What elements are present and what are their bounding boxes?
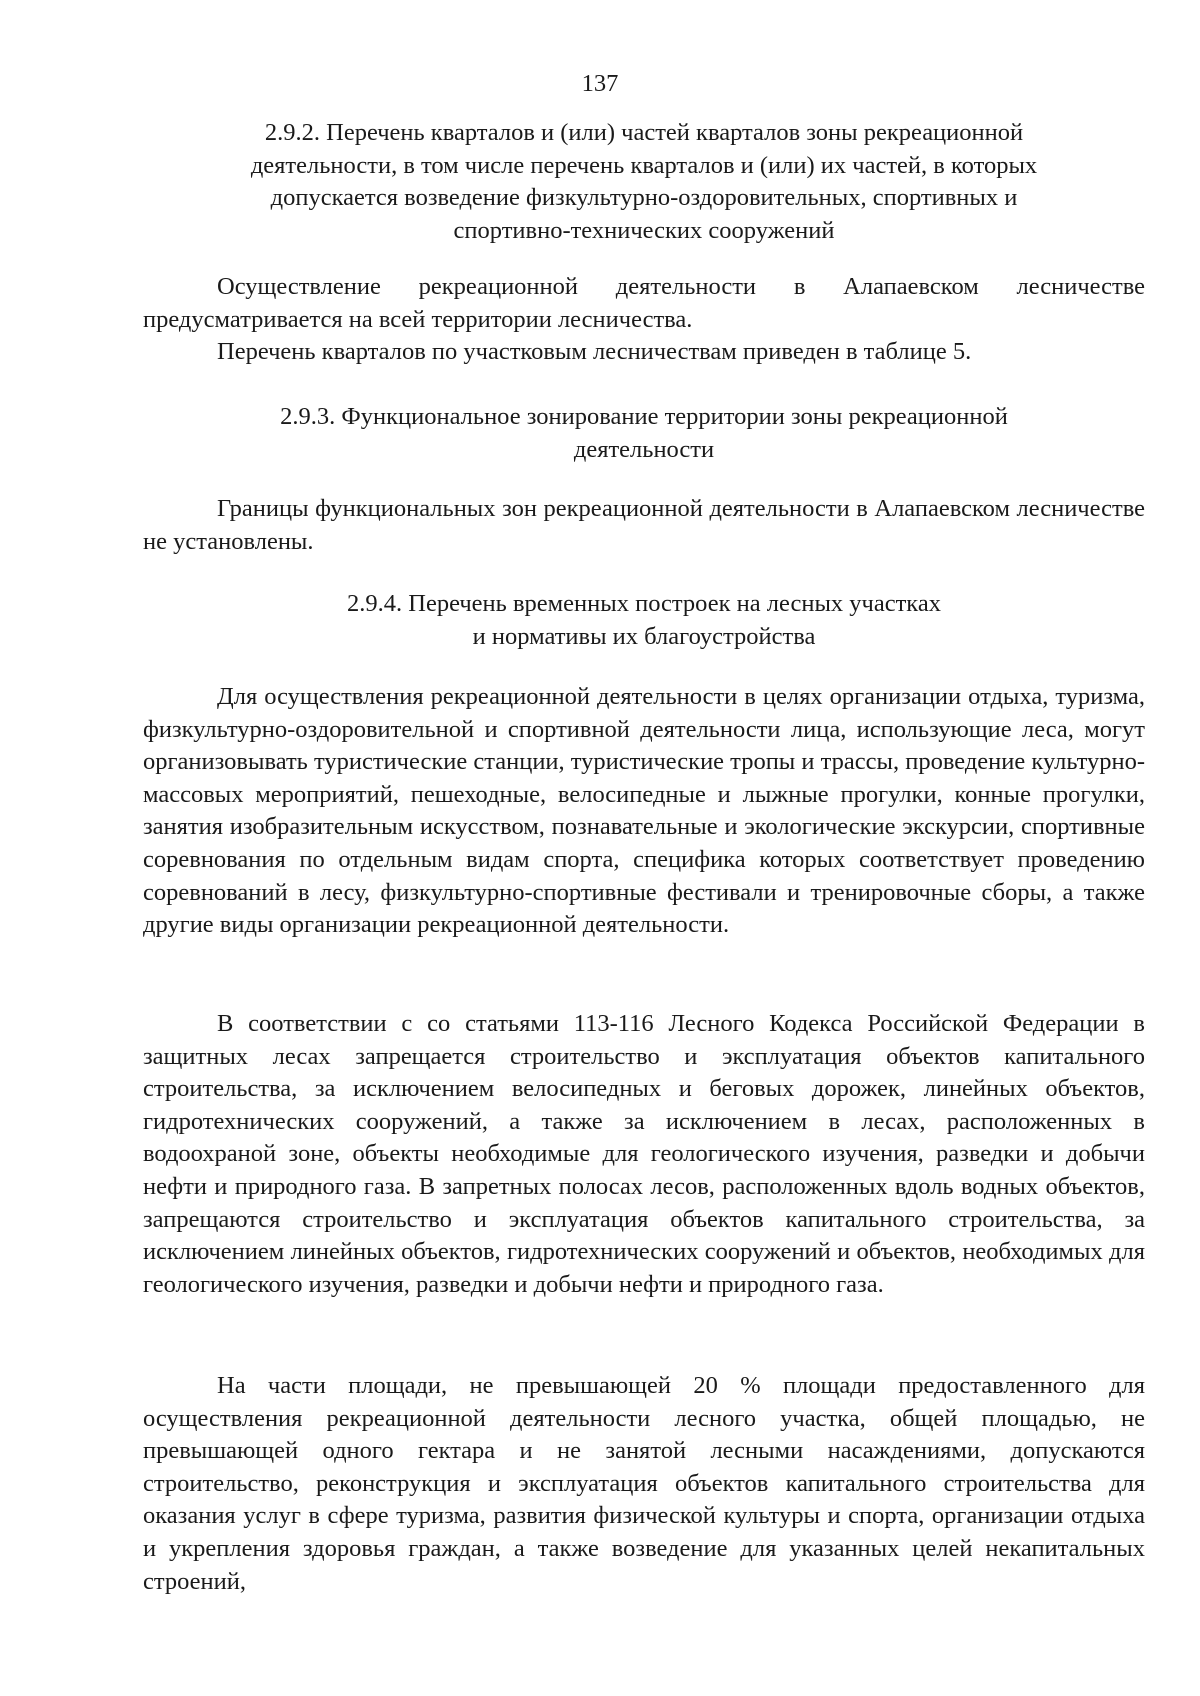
section-body-2-9-4-para-2 (143, 1008, 1145, 1301)
paragraph: На части площади, не превышающей 20 % площади предоставленного для осуществления рекреационной деятельности лесного участка, общей площадью, не превышающей одного гектара и не занятой лесными насаждениями, допускаются строительство, реконструкция и эксплуатация объектов капитального строительства для оказания услуг в сфере туризма, развития физической культуры и спорта, организации отдыха и укрепления здоровья граждан, а также возведение для указанных целей некапитальных строений, (143, 1372, 1145, 1595)
section-body-2-9-4-para-1 (143, 681, 1145, 942)
heading-line: 2.9.4. Перечень временных построек на лесных участках (347, 590, 941, 617)
heading-line: 2.9.2. Перечень кварталов и (или) частей кварталов зоны рекреационной (264, 119, 1024, 146)
paragraph: Границы функциональных зон рекреационной деятельности в Алапаевском лесничестве не установлены. (143, 495, 1145, 555)
heading-line: деятельности, в том числе перечень кварталов и (или) их частей, в которых (250, 151, 1038, 179)
section-heading-2-9-3 (143, 401, 1145, 466)
section-body-2-9-3 (143, 493, 1145, 558)
heading-line: 2.9.3. Функциональное зонирование территории зоны рекреационной (280, 403, 1008, 430)
heading-line: допускается возведение физкультурно-оздоровительных, спортивных и (270, 184, 1018, 212)
heading-line: деятельности (573, 435, 715, 463)
paragraph: Для осуществления рекреационной деятельности в целях организации отдыха, туризма, физкультурно-оздоровительной и спортивной деятельности лица, использующие леса, могут организовывать туристические станции, туристические тропы и трассы, проведение культурно-массовых мероприятий, пешеходные, велосипедные и лыжные прогулки, конные прогулки, занятия изобразительным искусством, познавательные и экологические экскурсии, спортивные соревнования по отдельным видам спорта, специфика которых соответствует проведению соревнований в лесу, физкультурно-спортивные фестивали и тренировочные сборы, а также другие виды организации рекреационной деятельности. (143, 683, 1145, 939)
paragraph: В соответствии с со статьями 113-116 Лесного Кодекса Российской Федерации в защитных лесах запрещается строительство и эксплуатация объектов капитального строительства, за исключением велосипедных и беговых дорожек, линейных объектов, гидротехнических сооружений, а также за исключением в лесах, расположенных в водоохраной зоне, объекты необходимые для геологического изучения, разведки и добычи нефти и природного газа. В запретных полосах лесов, расположенных вдоль водных объектов, запрещаются строительство и эксплуатация объектов капитального строительства, за исключением линейных объектов, гидротехнических сооружений и объектов, необходимых для геологического изучения, разведки и добычи нефти и природного газа. (143, 1010, 1145, 1298)
page-number: 137 (581, 70, 619, 97)
section-body-2-9-4-para-3 (143, 1370, 1145, 1598)
section-body-2-9-2 (143, 271, 1145, 369)
paragraph: Перечень кварталов по участковым лесничествам приведен в таблице 5. (217, 338, 972, 366)
heading-line: и нормативы их благоустройства (472, 622, 816, 650)
heading-line: спортивно-технических сооружений (453, 216, 835, 244)
section-heading-2-9-4 (143, 588, 1145, 653)
paragraph: Осуществление рекреационной деятельности в Алапаевском лесничестве предусматривается на всей территории лесничества. (143, 273, 1145, 333)
section-heading-2-9-2 (143, 117, 1145, 247)
